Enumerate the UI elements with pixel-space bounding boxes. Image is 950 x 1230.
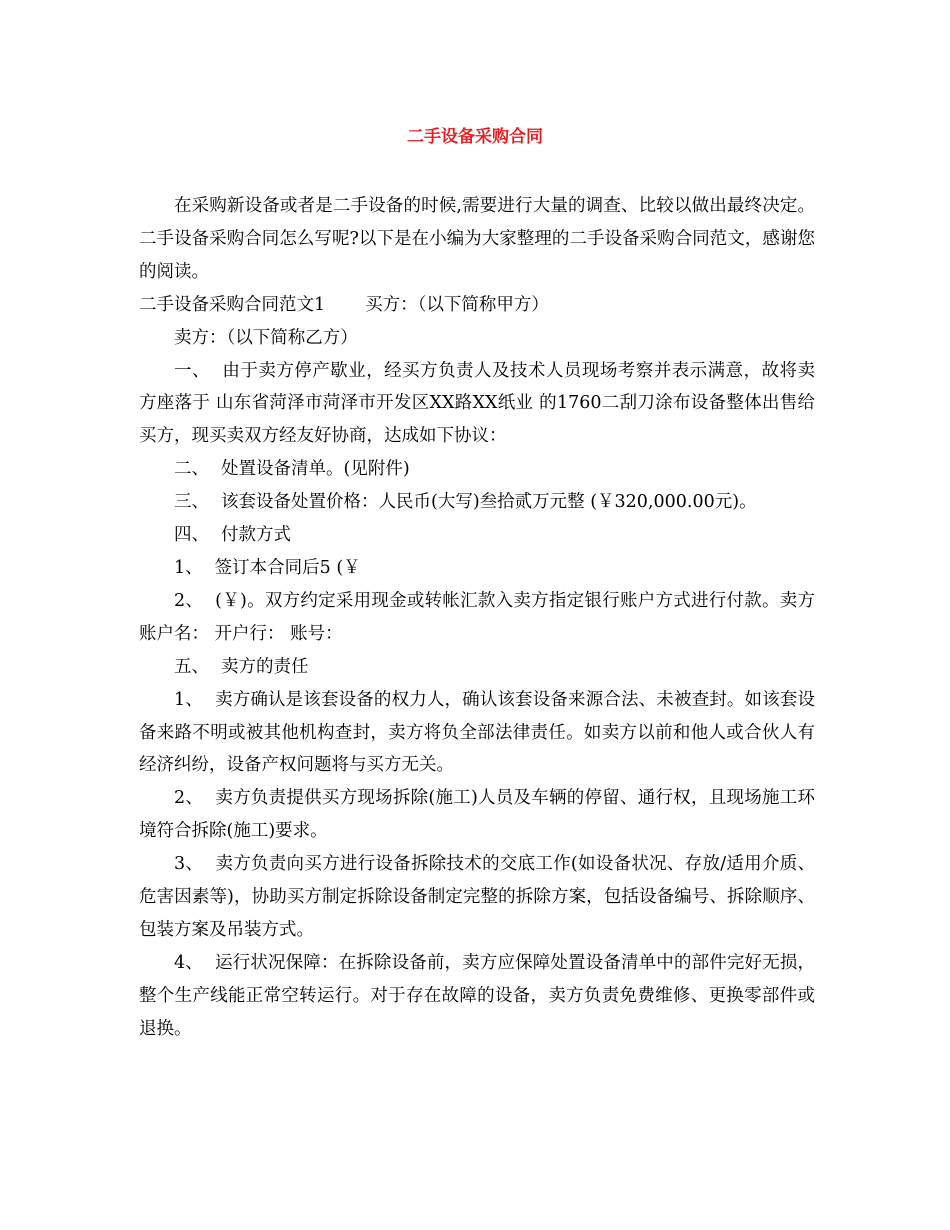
responsibility-4 (139, 947, 815, 1046)
document-title: 二手设备采购合同 (407, 127, 543, 147)
payment-item-2-text: (￥)。双方约定采用现金或转帐汇款入卖方指定银行账户方式进行付款。卖方账户名： 开户行： 账号： (139, 590, 816, 644)
payment-item-1-number: 1、 (174, 557, 203, 578)
seller-line: 卖方：（以下简称乙方） (174, 327, 358, 348)
sample-heading-line (139, 289, 815, 322)
payment-item-2 (139, 585, 815, 651)
clause-4-number: 四、 (174, 525, 209, 546)
responsibility-1 (139, 684, 815, 783)
responsibility-3-number: 3、 (174, 854, 204, 875)
clause-3 (139, 486, 815, 519)
clause-5 (139, 651, 815, 684)
clause-5-number: 五、 (174, 656, 209, 677)
responsibility-4-number: 4、 (174, 952, 203, 973)
payment-item-1-text: 签订本合同后5 (￥ (214, 557, 361, 578)
responsibility-2-text: 卖方负责提供买方现场拆除(施工)人员及车辆的停留、通行权，且现场施工环境符合拆除(施工)要求。 (139, 788, 815, 842)
clause-2-text: 处置设备清单。(见附件) (221, 459, 410, 480)
document-body (139, 190, 815, 1046)
responsibility-4-text: 运行状况保障：在拆除设备前，卖方应保障处置设备清单中的部件完好无损，整个生产线能正常空转运行。对于存在故障的设备，卖方负责免费维修、更换零部件或退换。 (139, 952, 815, 1039)
clause-3-text: 该套设备处置价格：人民币(大写)叁拾贰万元整 (￥320,000.00元)。 (221, 492, 757, 513)
responsibility-3 (139, 848, 815, 947)
responsibility-3-text: 卖方负责向买方进行设备拆除技术的交底工作(如设备状况、存放/适用介质、危害因素等)，协助买方制定拆除设备制定完整的拆除方案，包括设备编号、拆除顺序、包装方案及吊装方式。 (139, 854, 815, 940)
sample-heading: 二手设备采购合同范文1 (139, 294, 326, 315)
responsibility-1-number: 1、 (174, 689, 203, 710)
buyer-line: 买方：（以下简称甲方） (365, 294, 549, 315)
payment-item-2-number: 2、 (174, 590, 204, 611)
intro-paragraph: 在采购新设备或者是二手设备的时候,需要进行大量的调查、比较以做出最终决定。二手设备采购合同怎么写呢?以下是在小编为大家整理的二手设备采购合同范文，感谢您的阅读。 (139, 196, 815, 282)
clause-2-number: 二、 (174, 459, 209, 480)
clause-5-text: 卖方的责任 (221, 656, 309, 677)
payment-item-1 (139, 552, 815, 585)
clause-4-text: 付款方式 (221, 525, 291, 546)
clause-1 (139, 355, 815, 454)
responsibility-1-text: 卖方确认是该套设备的权力人，确认该套设备来源合法、未被查封。如该套设备来路不明或被其他机构查封，卖方将负全部法律责任。如卖方以前和他人或合伙人有经济纠纷，设备产权问题将与买方无关。 (139, 689, 815, 776)
clause-1-text: 由于卖方停产歇业，经买方负责人及技术人员现场考察并表示满意，故将卖方座落于 山东省菏泽市菏泽市开发区XX路XX纸业 的1760二刮刀涂布设备整体出售给买方，现买卖双方经友好协商，达成如下协议： (139, 360, 816, 447)
clause-4 (139, 519, 815, 552)
responsibility-2 (139, 782, 815, 848)
clause-1-number: 一、 (174, 360, 210, 381)
clause-3-number: 三、 (174, 492, 209, 513)
responsibility-2-number: 2、 (174, 788, 204, 809)
clause-2 (139, 453, 815, 486)
